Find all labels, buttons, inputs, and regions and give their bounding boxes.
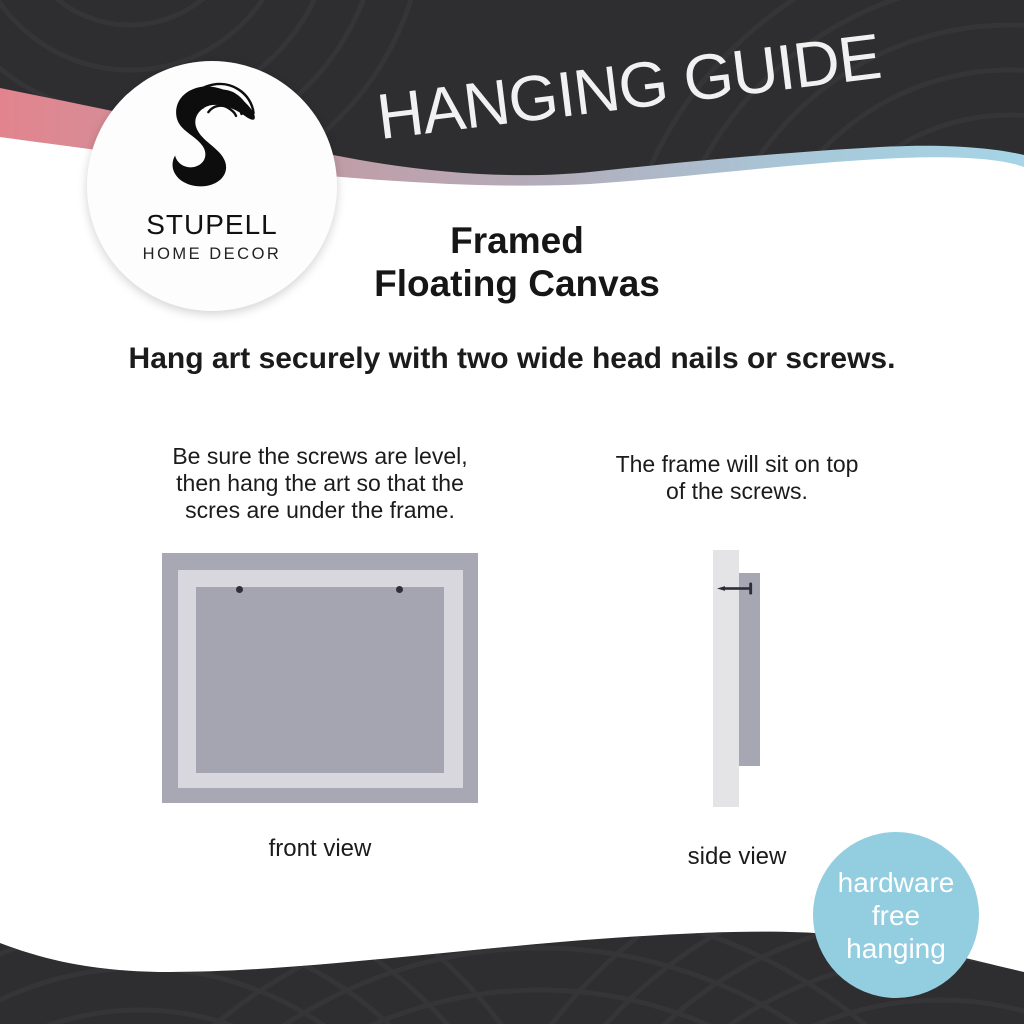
brand-name: STUPELL xyxy=(146,209,278,240)
front-view-caption: front view xyxy=(268,835,372,862)
side-note-line1: The frame will sit on top xyxy=(615,451,859,477)
product-title-line2: Floating Canvas xyxy=(374,263,660,304)
brand-logo-circle xyxy=(87,61,337,311)
screw-dot-left xyxy=(236,586,243,593)
side-note-line2: of the screws. xyxy=(666,478,808,504)
brand-tagline: HOME DECOR xyxy=(142,245,282,263)
product-title xyxy=(262,219,772,305)
front-view-canvas xyxy=(196,587,444,773)
side-view-note xyxy=(587,451,887,505)
product-title-line1: Framed xyxy=(450,220,584,261)
main-instruction: Hang art securely with two wide head nails or screws. xyxy=(128,342,896,375)
badge-line3: hanging xyxy=(846,932,946,964)
screw-dot-right xyxy=(396,586,403,593)
front-note-line2: then hang the art so that the xyxy=(176,470,464,496)
badge-line2: free xyxy=(871,899,921,931)
front-view-note xyxy=(120,443,520,524)
front-note-line1: Be sure the screws are level, xyxy=(172,443,468,469)
side-view-caption: side view xyxy=(687,843,787,870)
page-title: HANGING GUIDE xyxy=(373,19,885,154)
stupell-s-logo-icon xyxy=(153,78,271,198)
side-view-frame-bar xyxy=(739,573,760,766)
hardware-free-badge xyxy=(813,832,979,998)
badge-line1: hardware xyxy=(837,866,955,898)
front-note-line3: scres are under the frame. xyxy=(185,497,455,523)
nail-icon xyxy=(714,580,756,597)
